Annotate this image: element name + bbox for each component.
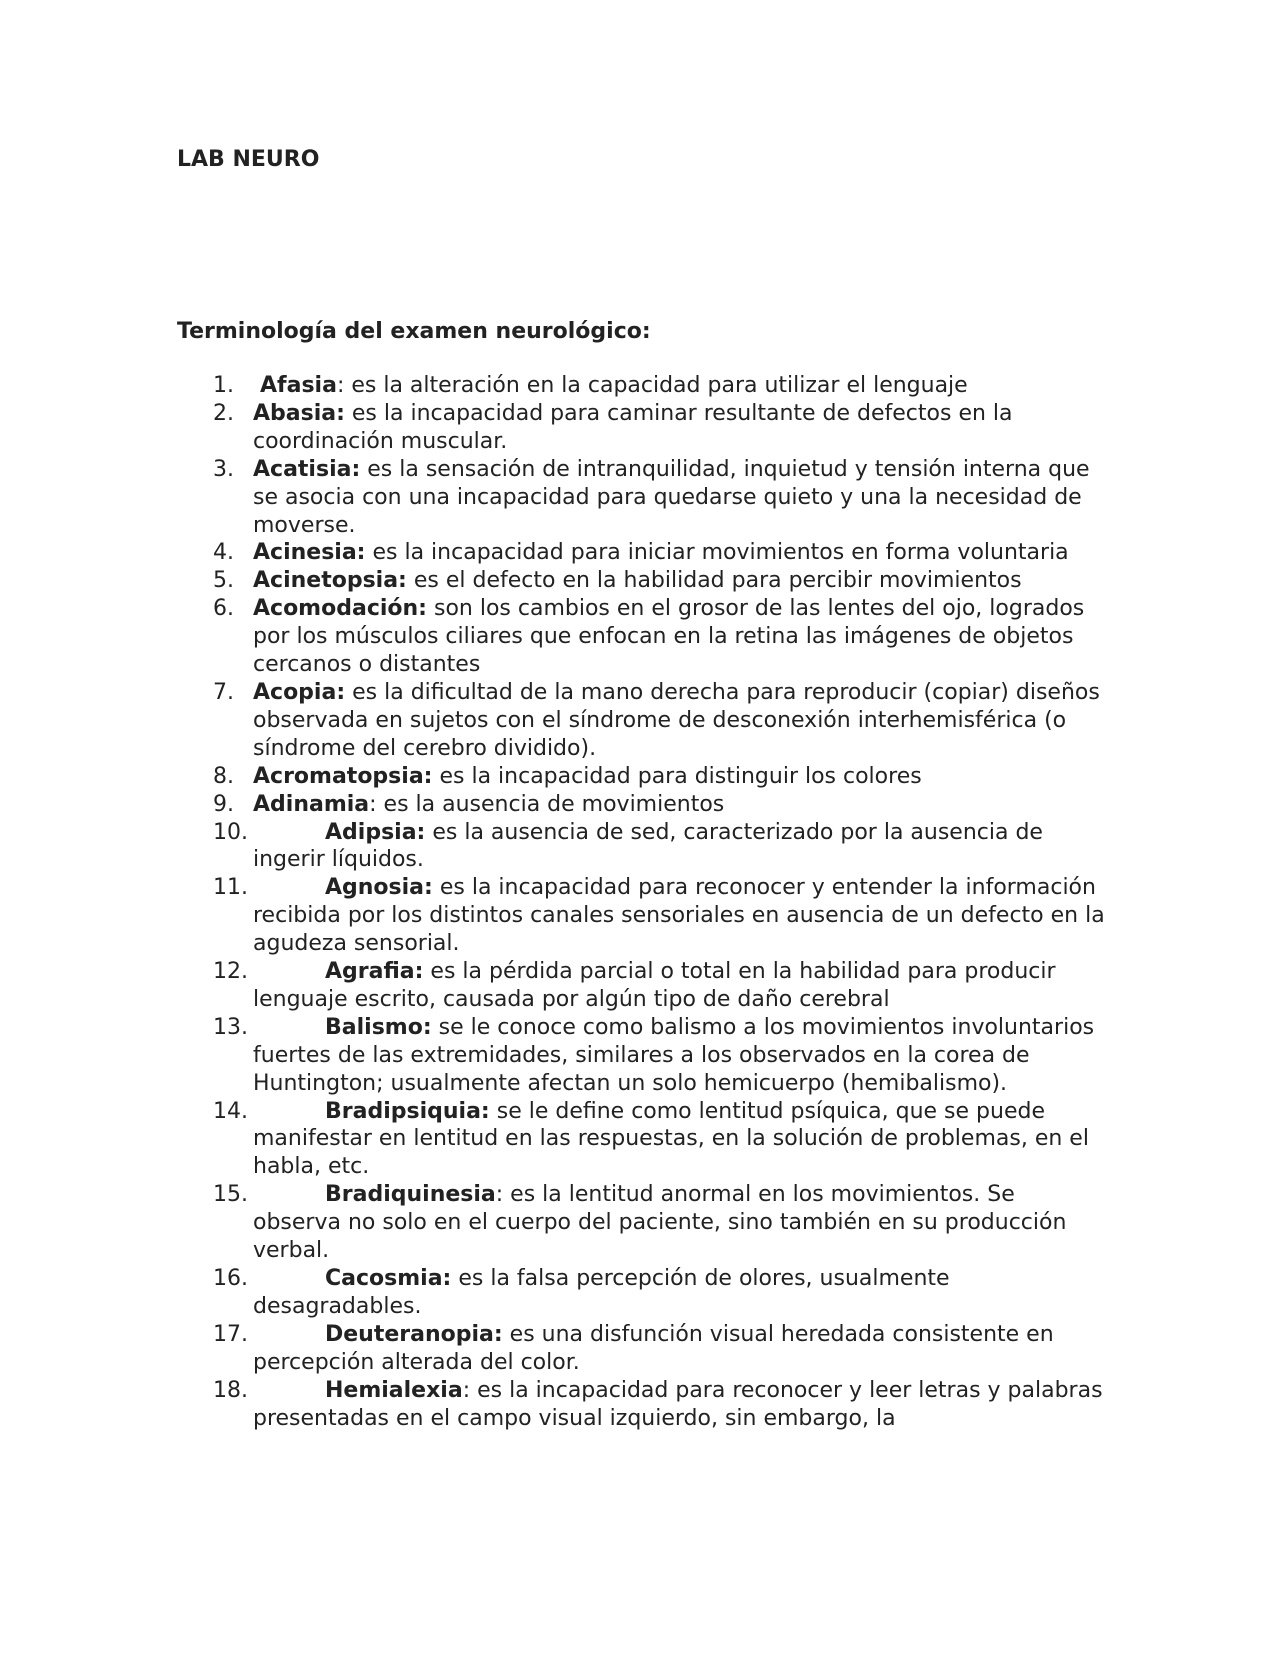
term-name: Acinetopsia: bbox=[253, 568, 407, 594]
term-definition: es la incapacidad para caminar resultante de defectos en la coordinación muscular. bbox=[253, 400, 1013, 454]
term-definition: es la falsa percepción de olores, usualmente desagradables. bbox=[253, 1266, 950, 1319]
list-item bbox=[177, 1098, 1107, 1182]
term-name: Afasia bbox=[260, 373, 337, 398]
list-item bbox=[177, 400, 1107, 456]
list-item bbox=[177, 372, 1107, 400]
list-item bbox=[177, 539, 1107, 567]
term-name: Balismo: bbox=[325, 1014, 432, 1040]
term-name: Cacosmia: bbox=[325, 1266, 452, 1291]
list-item bbox=[177, 1014, 1107, 1098]
item-number: 7. bbox=[213, 679, 234, 705]
item-number: 4. bbox=[213, 540, 234, 566]
list-item bbox=[177, 1265, 1107, 1321]
term-name: Deuteranopia: bbox=[325, 1321, 503, 1347]
section-heading: Terminología del examen neurológico: bbox=[177, 319, 651, 344]
list-item bbox=[177, 679, 1107, 763]
term-definition: es la incapacidad para iniciar movimientos en forma voluntaria bbox=[365, 540, 1069, 566]
list-item bbox=[177, 567, 1107, 595]
item-number: 17. bbox=[213, 1321, 248, 1347]
list-item bbox=[177, 595, 1107, 679]
term-definition: es la incapacidad para reconocer y entender la información recibida por los distintos canales sensoriales en ausencia de un defecto en la agudeza sensorial. bbox=[253, 875, 1105, 957]
item-number: 11. bbox=[213, 875, 248, 901]
term-definition: se le define como lentitud psíquica, que se puede manifestar en lentitud en las respuestas, en la solución de problemas, en el habla, etc. bbox=[253, 1098, 1089, 1180]
item-number: 16. bbox=[213, 1266, 248, 1291]
document-title: LAB NEURO bbox=[177, 147, 320, 172]
term-definition: son los cambios en el grosor de las lentes del ojo, logrados por los músculos ciliares que enfocan en la retina las imágenes de objetos cercanos o distantes bbox=[253, 596, 1085, 678]
term-definition: : es la lentitud anormal en los movimientos. Se observa no solo en el cuerpo del paciente, sino también en su producción verbal. bbox=[253, 1182, 1067, 1264]
item-number: 5. bbox=[213, 568, 234, 594]
term-name: Acopia: bbox=[253, 679, 346, 705]
item-number: 18. bbox=[213, 1377, 248, 1403]
item-number: 2. bbox=[213, 400, 234, 426]
term-definition: es la dificultad de la mano derecha para reproducir (copiar) diseños observada en sujetos con el síndrome de desconexión interhemisférica (o síndrome del cerebro dividido). bbox=[253, 679, 1100, 761]
term-definition: : es la incapacidad para reconocer y leer letras y palabras presentadas en el campo visual izquierdo, sin embargo, la bbox=[253, 1377, 1103, 1431]
term-name: Adinamia bbox=[253, 791, 370, 817]
list-item bbox=[177, 819, 1107, 875]
term-name: Acromatopsia: bbox=[253, 763, 433, 789]
list-item bbox=[177, 958, 1107, 1014]
item-number: 10. bbox=[213, 819, 248, 845]
term-definition: : es la alteración en la capacidad para utilizar el lenguaje bbox=[336, 373, 968, 398]
term-name: Agrafia: bbox=[325, 959, 424, 985]
term-name: Acinesia: bbox=[253, 540, 366, 566]
item-number: 12. bbox=[213, 959, 248, 985]
term-definition: es una disfunción visual heredada consistente en percepción alterada del color. bbox=[253, 1321, 1054, 1375]
list-item bbox=[177, 791, 1107, 819]
term-definition: es la sensación de intranquilidad, inquietud y tensión interna que se asocia con una incapacidad para quedarse quieto y una la necesidad de moverse. bbox=[253, 456, 1090, 538]
term-definition: es la pérdida parcial o total en la habilidad para producir lenguaje escrito, causada por algún tipo de daño cerebral bbox=[253, 959, 1056, 1012]
term-name: Acomodación: bbox=[253, 596, 427, 622]
list-item bbox=[177, 1181, 1107, 1265]
terminology-list bbox=[177, 372, 1107, 1432]
term-definition: es el defecto en la habilidad para percibir movimientos bbox=[406, 568, 1022, 594]
item-number: 8. bbox=[213, 763, 234, 789]
term-definition: es la ausencia de sed, caracterizado por la ausencia de ingerir líquidos. bbox=[253, 819, 1043, 873]
list-item bbox=[177, 874, 1107, 958]
term-definition: es la incapacidad para distinguir los colores bbox=[432, 763, 922, 789]
item-number: 1. bbox=[213, 373, 234, 398]
item-number: 3. bbox=[213, 456, 234, 482]
term-definition: : es la ausencia de movimientos bbox=[369, 791, 725, 817]
term-name: Bradipsiquia: bbox=[325, 1098, 490, 1124]
term-name: Abasia: bbox=[253, 400, 345, 426]
item-number: 6. bbox=[213, 596, 234, 622]
list-item bbox=[177, 456, 1107, 540]
term-name: Agnosia: bbox=[325, 875, 433, 901]
term-name: Bradiquinesia bbox=[325, 1182, 496, 1208]
item-number: 15. bbox=[213, 1182, 248, 1208]
item-number: 14. bbox=[213, 1098, 248, 1124]
term-definition: se le conoce como balismo a los movimientos involuntarios fuertes de las extremidades, similares a los observados en la corea de Huntington; usualmente afectan un solo hemicuerpo (hemibalismo). bbox=[253, 1014, 1095, 1096]
list-item bbox=[177, 1377, 1107, 1433]
term-name: Adipsia: bbox=[325, 819, 426, 845]
item-number: 9. bbox=[213, 791, 234, 817]
list-item bbox=[177, 1321, 1107, 1377]
list-item bbox=[177, 763, 1107, 791]
term-name: Hemialexia bbox=[325, 1377, 463, 1403]
term-name: Acatisia: bbox=[253, 456, 361, 482]
item-number: 13. bbox=[213, 1014, 248, 1040]
